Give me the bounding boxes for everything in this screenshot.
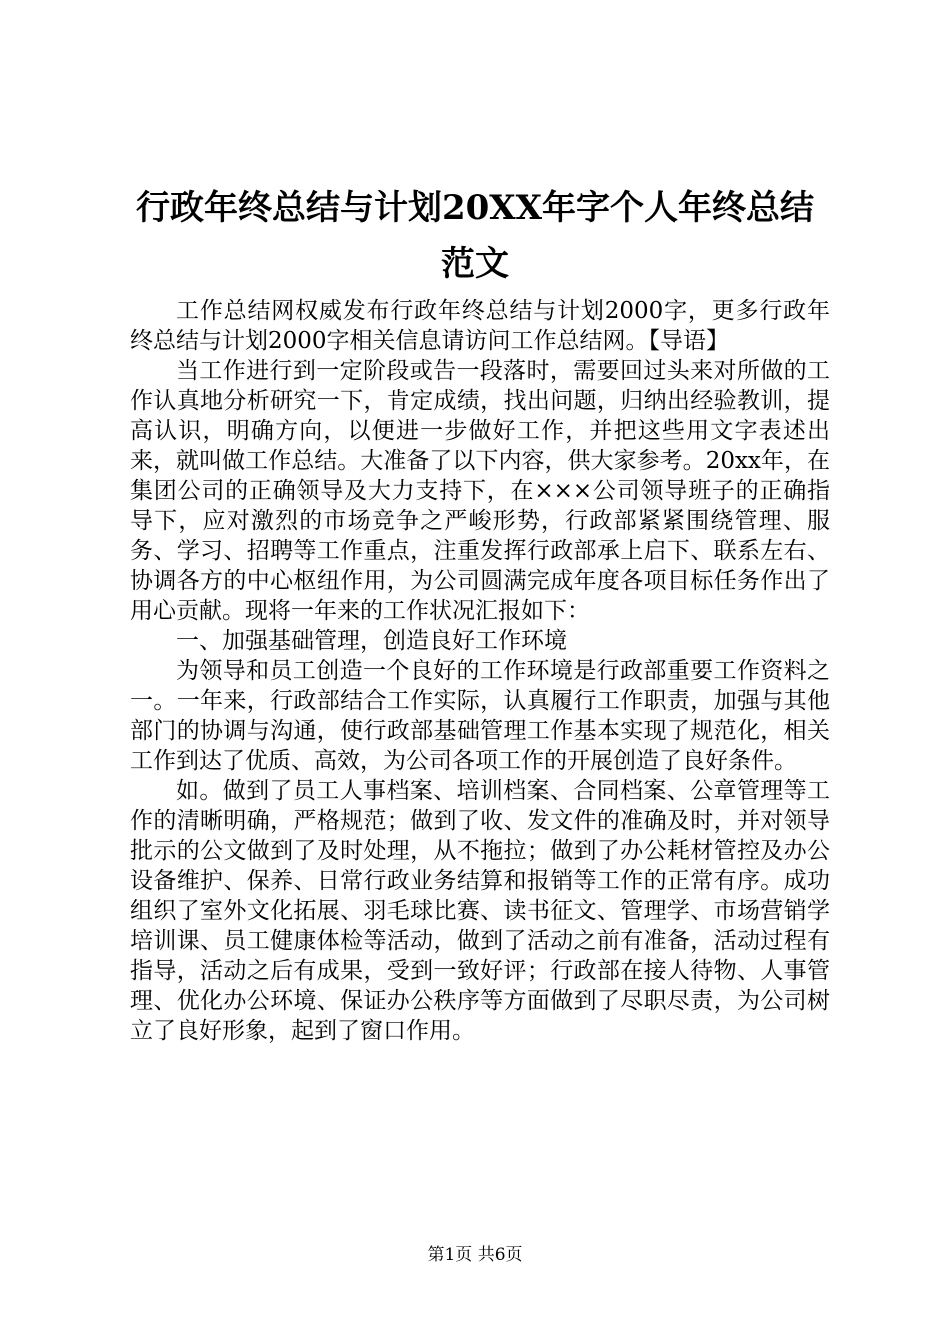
document-body [130,296,830,1046]
intro-paragraph: 工作总结网权威发布行政年终总结与计划2000字，更多行政年终总结与计划2000字相关信息请访问工作总结网。【导语】 [130,298,830,354]
section-heading: 一、加强基础管理，创造良好工作环境 [176,628,567,654]
body-paragraph: 当工作进行到一定阶段或告一段落时，需要回过头来对所做的工作认真地分析研究一下，肯定成绩，找出问题，归纳出经验教训，提高认识，明确方向，以便进一步做好工作，并把这些用文字表述出来，就叫做工作总结。大准备了以下内容，供大家参考。20xx年，在集团公司的正确领导及大力支持下，在×××公司领导班子的正确指导下，应对激烈的市场竞争之严峻形势，行政部紧紧围绕管理、服务、学习、招聘等工作重点，注重发挥行政部承上启下、联系左右、协调各方的中心枢纽作用，为公司圆满完成年度各项目标任务作出了用心贡献。现将一年来的工作状况汇报如下： [130,358,830,624]
page-footer: 第1页 共6页 [427,1245,523,1265]
document-title: 行政年终总结与计划20XX年字个人年终总结范文 [135,188,815,284]
body-paragraph: 如。做到了员工人事档案、培训档案、合同档案、公章管理等工作的清晰明确，严格规范；做到了收、发文件的准确及时，并对领导批示的公文做到了及时处理，从不拖拉；做到了办公耗材管控及办公设备维护、保养、日常行政业务结算和报销等工作的正常有序。成功组织了室外文化拓展、羽毛球比赛、读书征文、管理学、市场营销学培训课、员工健康体检等活动，做到了活动之前有准备，活动过程有指导，活动之后有成果，受到一致好评；行政部在接人待物、人事管理、优化办公环境、保证办公秩序等方面做到了尽职尽责，为公司树立了良好形象，起到了窗口作用。 [130,778,830,1044]
body-paragraph: 为领导和员工创造一个良好的工作环境是行政部重要工作资料之一。一年来，行政部结合工作实际，认真履行工作职责，加强与其他部门的协调与沟通，使行政部基础管理工作基本实现了规范化，相关工作到达了优质、高效，为公司各项工作的开展创造了良好条件。 [130,658,830,774]
